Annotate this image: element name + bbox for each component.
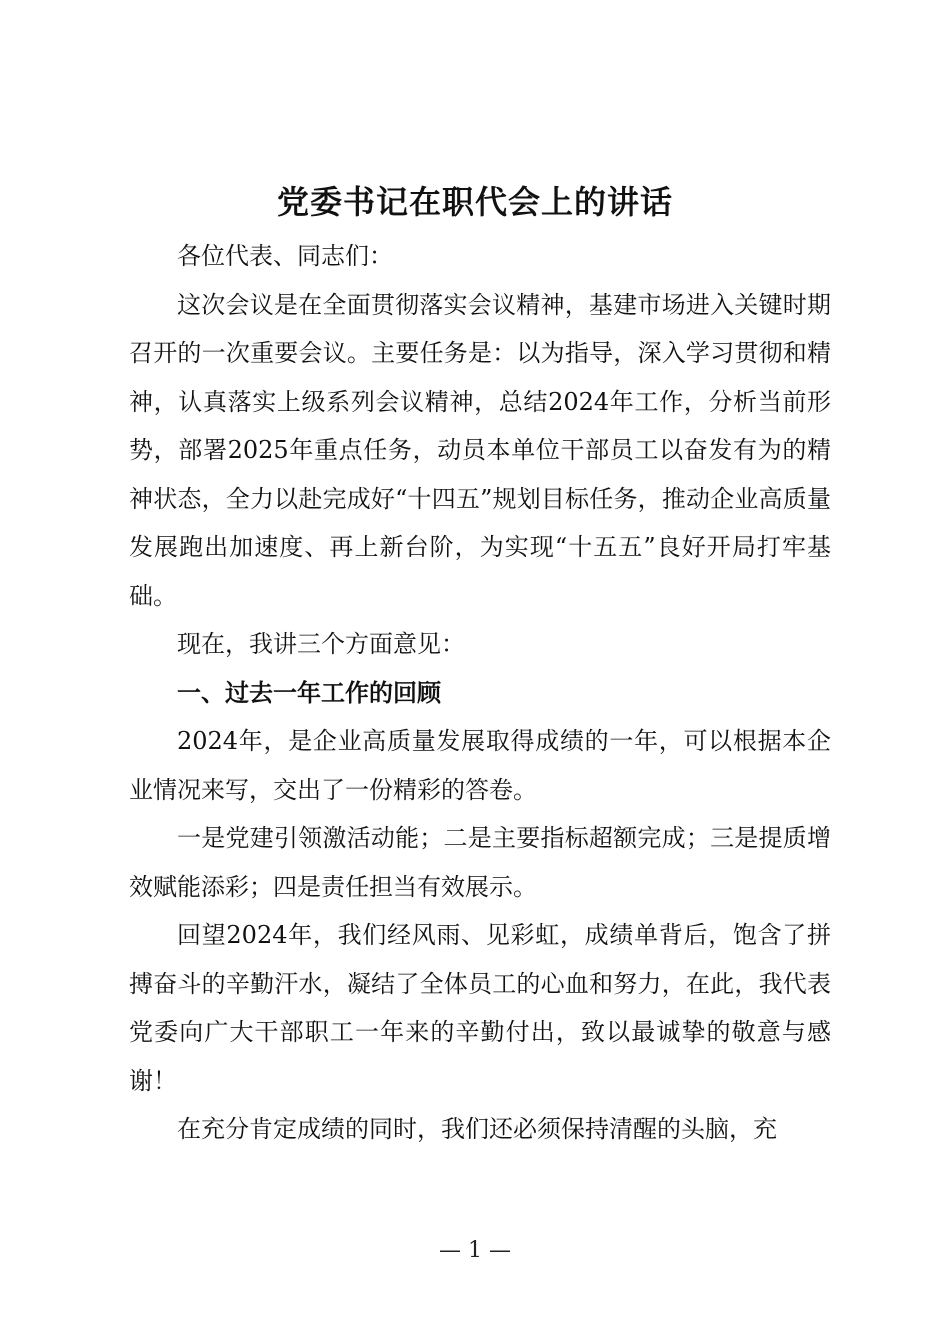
review-paragraph-4: 在充分肯定成绩的同时，我们还必须保持清醒的头脑，充 [177,1115,777,1143]
salutation: 各位代表、同志们： [177,242,393,270]
intro-paragraph: 这次会议是在全面贯彻落实会议精神，基建市场进入关键时期召开的一次重要会议。主要任务是：以为指导，深入学习贯彻和精神，认真落实上级系列会议精神，总结2024年工作，分析当前形势，部署2025年重点任务，动员本单位干部员工以奋发有为的精神状态，全力以赴完成好“十四五”规划目标任务，推动企业高质量发展跑出加速度、再上新台阶，为实现“十五五”良好开局打牢基础。 [129,290,831,610]
document-title: 党委书记在职代会上的讲话 [276,183,673,221]
review-paragraph-3: 回望2024年，我们经风雨、见彩虹，成绩单背后，饱含了拼搏奋斗的辛勤汗水，凝结了全体员工的心血和努力，在此，我代表党委向广大干部职工一年来的辛勤付出，致以最诚挚的敬意与感谢！ [129,921,831,1095]
document-body [129,232,831,1154]
review-paragraph-1: 2024年，是企业高质量发展取得成绩的一年，可以根据本企业情况来写，交出了一份精彩的答卷。 [129,727,831,804]
section-heading-review: 一、过去一年工作的回顾 [177,678,441,707]
review-paragraph-2: 一是党建引领激活动能；二是主要指标超额完成；三是提质增效赋能添彩；四是责任担当有效展示。 [129,824,831,901]
transition-paragraph: 现在，我讲三个方面意见： [177,630,465,658]
page-number: — 1 — [439,1238,511,1263]
